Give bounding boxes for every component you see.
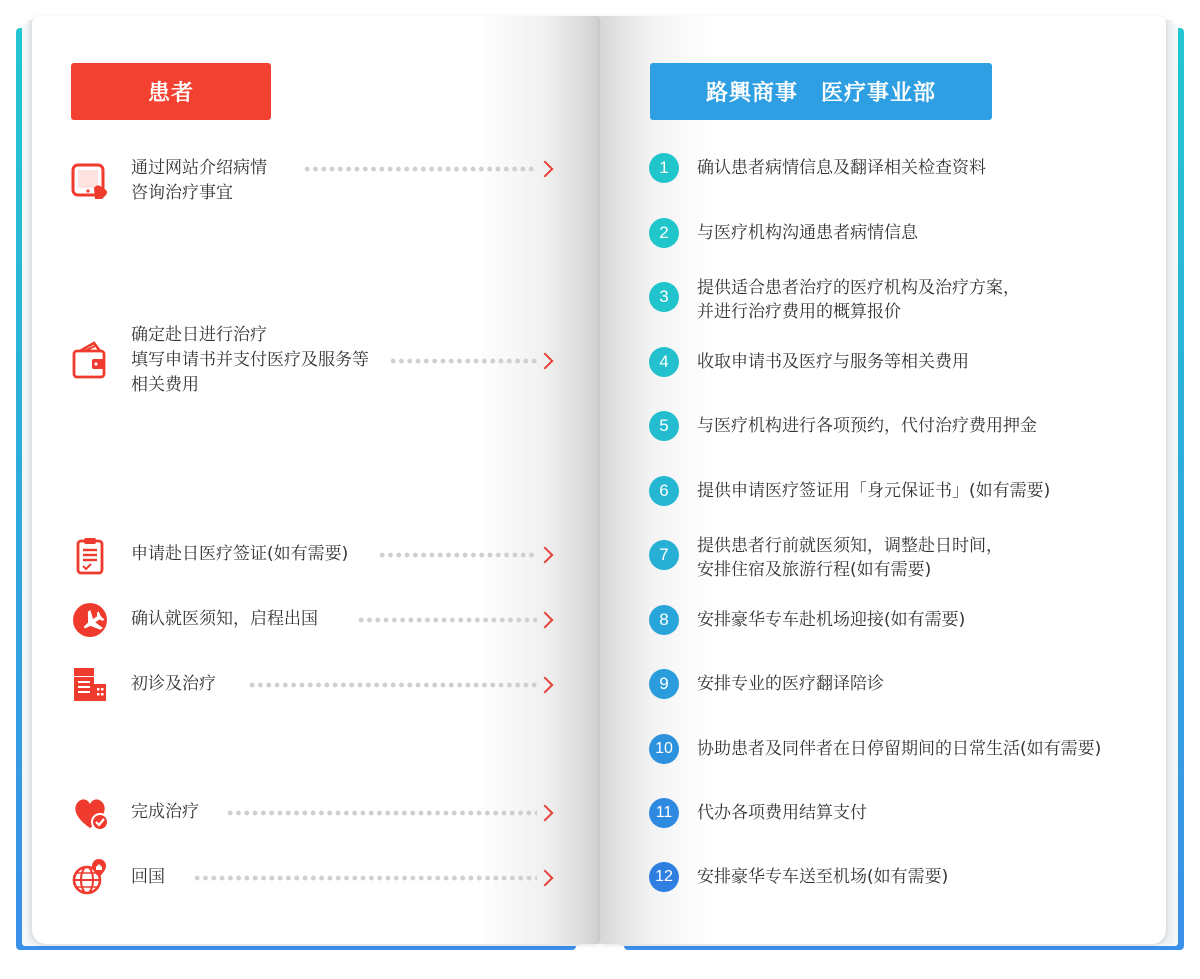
item-line: 安排专业的医疗翻译陪诊: [697, 674, 884, 694]
company-header: 路興商事 医疗事业部: [650, 63, 992, 120]
step-line: 确定赴日进行治疗: [131, 325, 267, 345]
left-page: [32, 16, 600, 944]
step-number-badge: 9: [649, 669, 679, 699]
step-number-badge: 12: [649, 862, 679, 892]
patient-header: 患者: [71, 63, 271, 120]
item-line: 协助患者及同伴者在日停留期间的日常生活(如有需要): [697, 739, 1102, 759]
step-number-badge: 7: [649, 540, 679, 570]
dotted-connector: [389, 358, 537, 364]
service-item-text: [697, 156, 986, 180]
item-line: 并进行治疗费用的概算报价: [697, 302, 901, 322]
service-item-text: [697, 737, 1101, 761]
step-number-badge: 8: [649, 605, 679, 635]
service-item-text: [697, 350, 969, 374]
step-number-badge: 2: [649, 218, 679, 248]
service-item-text: [697, 672, 884, 696]
item-line: 安排住宿及旅游行程(如有需要): [697, 560, 932, 580]
service-item-text: [697, 479, 1050, 503]
item-line: 代办各项费用结算支付: [697, 803, 867, 823]
step-line: 填写申请书并支付医疗及服务等: [131, 350, 369, 370]
step-line: 通过网站介绍病情: [131, 158, 267, 178]
patient-step-text: [131, 607, 318, 632]
item-line: 提供患者行前就医须知，调整赴日时间，: [697, 536, 1003, 556]
step-line: 相关费用: [131, 375, 199, 395]
item-line: 收取申请书及医疗与服务等相关费用: [697, 352, 969, 372]
globe-home-icon: [70, 857, 110, 897]
patient-step-text: [131, 323, 369, 398]
dotted-connector: [226, 810, 537, 816]
dotted-connector: [193, 875, 537, 881]
tablet-touch-icon: [70, 161, 110, 201]
step-line: 回国: [131, 867, 165, 887]
heart-check-icon: [70, 793, 110, 833]
patient-step-text: [131, 156, 267, 206]
step-number-badge: 1: [649, 153, 679, 183]
service-item-text: [697, 865, 948, 889]
service-item-text: [697, 276, 1020, 324]
step-number-badge: 3: [649, 282, 679, 312]
step-line: 咨询治疗事宜: [131, 183, 233, 203]
chevron-right-icon: [537, 870, 554, 887]
chevron-right-icon: [537, 805, 554, 822]
dotted-connector: [357, 617, 537, 623]
patient-step-text: [131, 865, 165, 890]
chevron-right-icon: [537, 161, 554, 178]
item-line: 提供适合患者治疗的医疗机构及治疗方案，: [697, 278, 1020, 298]
airplane-icon: [70, 600, 110, 640]
step-number-badge: 4: [649, 347, 679, 377]
item-line: 提供申请医疗签证用「身元保证书」(如有需要): [697, 481, 1051, 501]
step-number-badge: 6: [649, 476, 679, 506]
clipboard-icon: [70, 536, 110, 576]
patient-step-text: [131, 672, 216, 697]
chevron-right-icon: [537, 612, 554, 629]
service-item-text: [697, 221, 918, 245]
item-line: 确认患者病情信息及翻译相关检查资料: [697, 158, 986, 178]
right-page: [600, 16, 1166, 944]
chevron-right-icon: [537, 677, 554, 694]
chevron-right-icon: [537, 353, 554, 370]
item-line: 与医疗机构沟通患者病情信息: [697, 223, 918, 243]
step-line: 完成治疗: [131, 802, 199, 822]
step-number-badge: 11: [649, 798, 679, 828]
dotted-connector: [248, 682, 537, 688]
hospital-icon: [70, 664, 110, 704]
dotted-connector: [303, 166, 537, 172]
step-number-badge: 10: [649, 734, 679, 764]
step-line: 申请赴日医疗签证(如有需要): [131, 544, 349, 564]
item-line: 安排豪华专车送至机场(如有需要): [697, 867, 949, 887]
patient-step-text: [131, 542, 348, 567]
step-line: 确认就医须知，启程出国: [131, 609, 318, 629]
chevron-right-icon: [537, 547, 554, 564]
patient-step-text: [131, 800, 199, 825]
service-item-text: [697, 801, 867, 825]
step-line: 初诊及治疗: [131, 674, 216, 694]
step-number-badge: 5: [649, 411, 679, 441]
dotted-connector: [378, 552, 537, 558]
wallet-icon: [70, 341, 110, 381]
item-line: 安排豪华专车赴机场迎接(如有需要): [697, 610, 966, 630]
service-item-text: [697, 414, 1037, 438]
service-item-text: [697, 608, 965, 632]
service-item-text: [697, 534, 1003, 582]
item-line: 与医疗机构进行各项预约，代付治疗费用押金: [697, 416, 1037, 436]
